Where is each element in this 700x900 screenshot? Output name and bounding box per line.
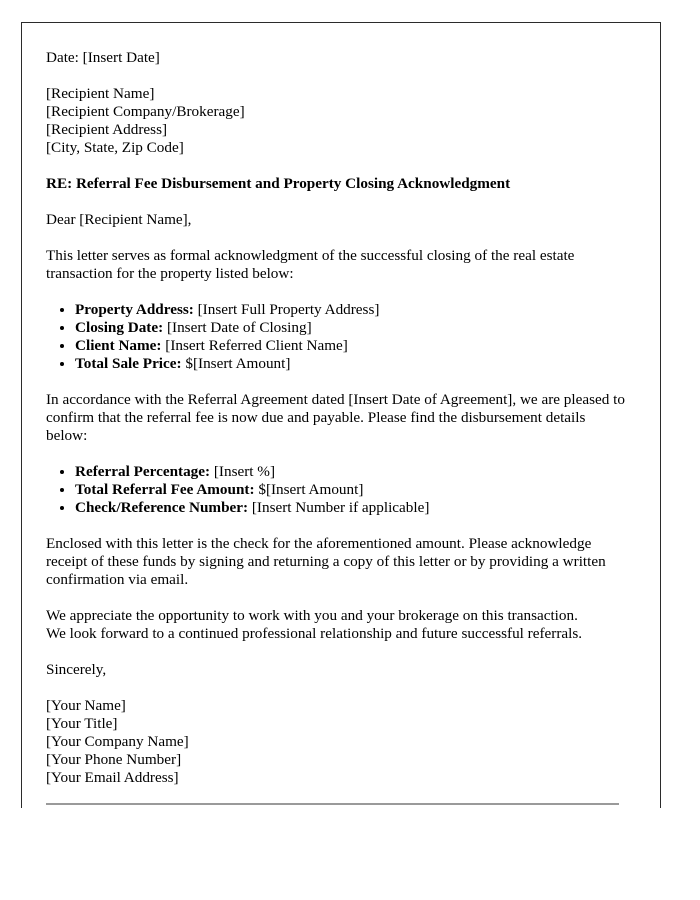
detail-label: Referral Percentage: <box>75 463 211 480</box>
salutation: Dear [Recipient Name], <box>46 211 192 228</box>
document-page <box>21 22 661 808</box>
detail-label: Check/Reference Number: <box>75 499 249 516</box>
detail-label: Total Referral Fee Amount: <box>75 481 255 498</box>
list-item <box>75 301 627 319</box>
subject-line: RE: Referral Fee Disbursement and Property Closing Acknowledgment <box>46 175 511 192</box>
list-item <box>75 481 627 499</box>
list-item <box>75 463 627 481</box>
signature-line: [Your Title] <box>46 715 118 732</box>
list-item <box>75 499 627 517</box>
detail-label: Closing Date: <box>75 319 164 336</box>
detail-label: Total Sale Price: <box>75 355 182 372</box>
closing-paragraph <box>46 607 627 643</box>
document-body <box>22 23 660 805</box>
detail-value: $[Insert Amount] <box>258 481 364 498</box>
detail-value: [Insert %] <box>213 463 276 480</box>
signature-block <box>46 697 627 787</box>
signature-line: [Your Email Address] <box>46 769 179 786</box>
section-divider <box>46 803 619 805</box>
date-line: Date: [Insert Date] <box>46 49 160 66</box>
detail-label: Property Address: <box>75 301 194 318</box>
closing-paragraph-line: We look forward to a continued professional relationship and future successful referrals. <box>46 625 583 642</box>
recipient-line: [Recipient Name] <box>46 85 155 102</box>
recipient-line: [City, State, Zip Code] <box>46 139 184 156</box>
recipient-line: [Recipient Address] <box>46 121 168 138</box>
detail-value: [Insert Number if applicable] <box>251 499 430 516</box>
disbursement-details-list <box>46 463 627 517</box>
list-item <box>75 337 627 355</box>
list-item <box>75 355 627 373</box>
enclosure-paragraph: Enclosed with this letter is the check for the aforementioned amount. Please acknowledge receipt of these funds by signing and returning a copy of this letter or by providing a written confirmation via email. <box>46 535 606 588</box>
signature-line: [Your Phone Number] <box>46 751 182 768</box>
intro-paragraph: This letter serves as formal acknowledgment of the successful closing of the real estate transaction for the property listed below: <box>46 247 575 282</box>
detail-value: [Insert Referred Client Name] <box>165 337 348 354</box>
list-item <box>75 319 627 337</box>
valediction: Sincerely, <box>46 661 107 678</box>
recipient-line: [Recipient Company/Brokerage] <box>46 103 245 120</box>
recipient-address-block <box>46 85 627 157</box>
detail-label: Client Name: <box>75 337 162 354</box>
detail-value: [Insert Date of Closing] <box>166 319 312 336</box>
signature-line: [Your Company Name] <box>46 733 189 750</box>
detail-value: [Insert Full Property Address] <box>197 301 380 318</box>
detail-value: $[Insert Amount] <box>185 355 291 372</box>
agreement-paragraph: In accordance with the Referral Agreement dated [Insert Date of Agreement], we are pleased to confirm that the referral fee is now due and payable. Please find the disbursement details below: <box>46 391 625 444</box>
property-details-list <box>46 301 627 373</box>
closing-paragraph-line: We appreciate the opportunity to work with you and your brokerage on this transaction. <box>46 607 578 624</box>
signature-line: [Your Name] <box>46 697 126 714</box>
